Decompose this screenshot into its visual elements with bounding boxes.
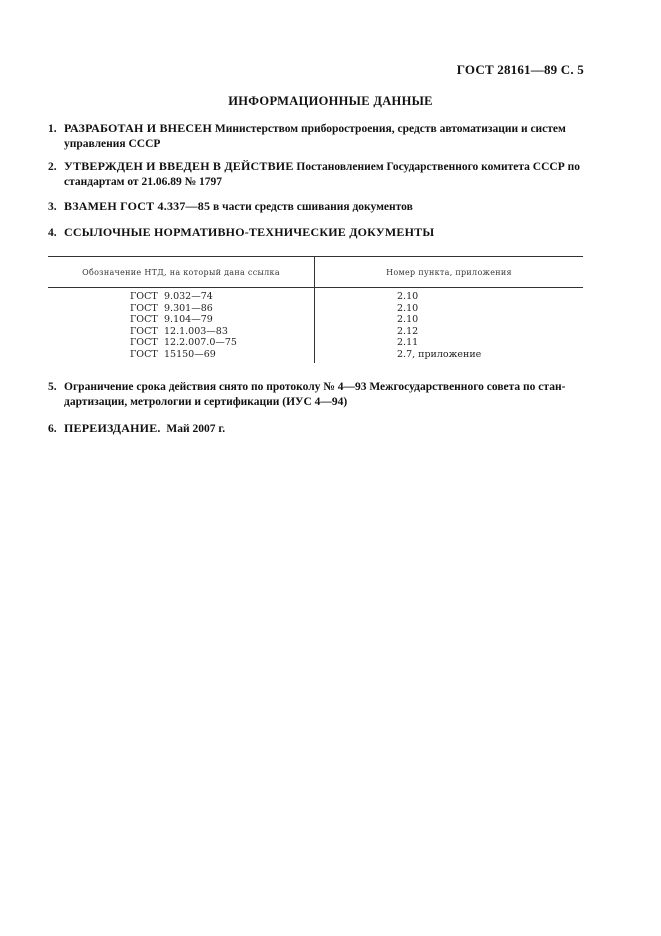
item-number: 3.	[48, 201, 57, 213]
table-row	[48, 303, 583, 315]
ntd-designation: 9.301—86	[164, 302, 213, 314]
gost-prefix: ГОСТ	[130, 291, 158, 302]
item-lead: ВЗАМЕН ГОСТ 4.337—85	[64, 199, 211, 213]
ntd-cell	[48, 337, 315, 349]
gost-prefix: ГОСТ	[130, 302, 158, 314]
info-item-4	[48, 225, 588, 241]
item-lead: УТВЕРЖДЕН И ВВЕДЕН В ДЕЙСТВИЕ	[64, 159, 294, 173]
item-continuation: стандартам от 21.06.89 № 1797	[64, 176, 223, 188]
clause-cell: 2.10	[397, 314, 419, 326]
item-text: Постановлением Государственного комитета СССР по	[293, 161, 580, 173]
ntd-cell	[48, 314, 315, 326]
item-lead: ПЕРЕИЗДАНИЕ.	[64, 421, 161, 435]
clause-cell: 2.12	[397, 325, 419, 337]
table-row	[48, 326, 583, 338]
reference-documents-table	[48, 256, 583, 363]
ntd-cell	[48, 326, 315, 338]
info-item-5	[48, 380, 588, 410]
ntd-cell	[48, 349, 315, 363]
ntd-cell	[48, 303, 315, 315]
clause-cell: 2.10	[397, 302, 419, 314]
ntd-designation: 12.1.003—83	[164, 325, 228, 337]
section-title: ИНФОРМАЦИОННЫЕ ДАННЫЕ	[228, 94, 433, 108]
item-lead: РАЗРАБОТАН И ВНЕСЕН	[64, 121, 213, 135]
table-row	[48, 337, 583, 349]
info-item-2	[48, 159, 588, 190]
table-row	[48, 349, 583, 363]
page-reference: ГОСТ 28161—89 С. 5	[456, 62, 584, 77]
item-text: Министерством приборостроения, средств автоматизации и систем	[212, 123, 566, 135]
info-item-1	[48, 121, 588, 152]
item-number: 1.	[48, 123, 57, 135]
item-continuation: управления СССР	[64, 138, 161, 150]
ntd-designation: 15150—69	[164, 348, 216, 360]
clause-cell: 2.7, приложение	[397, 348, 482, 360]
item-text: Май 2007 г.	[160, 423, 226, 435]
clause-cell: 2.10	[397, 291, 419, 302]
column-header-ntd: Обозначение НТД, на который дана ссылка	[48, 257, 315, 288]
ntd-designation: 12.2.007.0—75	[164, 337, 237, 349]
ntd-designation: 9.104—79	[164, 314, 213, 326]
table-row	[48, 314, 583, 326]
info-item-3	[48, 199, 588, 215]
item-number: 5.	[48, 381, 57, 393]
item-text: в части средств сшивания документов	[210, 201, 413, 213]
table-row	[48, 288, 583, 303]
gost-prefix: ГОСТ	[130, 348, 158, 360]
item-text: Ограничение срока действия снято по протоколу № 4—93 Межгосударственного совета по стан-	[64, 381, 566, 393]
clause-cell: 2.11	[397, 337, 419, 349]
item-number: 6.	[48, 423, 57, 435]
column-header-clause: Номер пункта, приложения	[315, 257, 584, 288]
ntd-designation: 9.032—74	[164, 291, 213, 302]
gost-prefix: ГОСТ	[130, 314, 158, 326]
info-item-6	[48, 421, 588, 437]
item-continuation: дартизации, метрологии и сертификации (ИУС 4—94)	[64, 396, 348, 408]
item-number: 4.	[48, 227, 57, 239]
item-number: 2.	[48, 161, 57, 173]
gost-prefix: ГОСТ	[130, 325, 158, 337]
ntd-cell	[48, 288, 315, 303]
table-header-row	[48, 257, 583, 288]
gost-prefix: ГОСТ	[130, 337, 158, 349]
item-lead: ССЫЛОЧНЫЕ НОРМАТИВНО-ТЕХНИЧЕСКИЕ ДОКУМЕНТЫ	[64, 225, 435, 239]
